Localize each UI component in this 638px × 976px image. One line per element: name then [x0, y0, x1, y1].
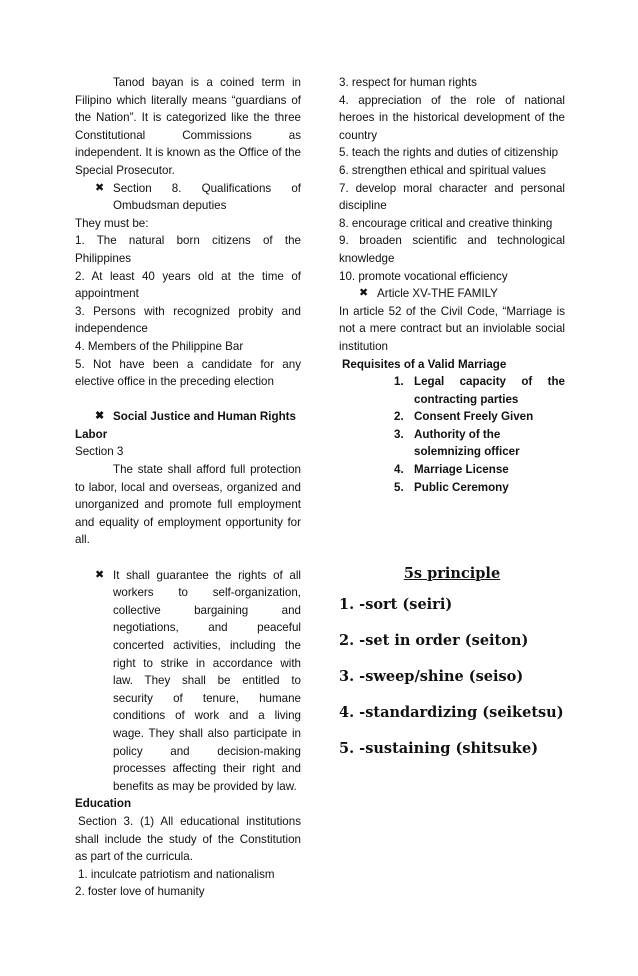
five-s-section: [339, 565, 565, 776]
five-s-title: 5s principle: [403, 565, 501, 582]
edu-item: 9. broaden scientific and technological knowledge: [339, 234, 565, 265]
requisites-list: [339, 373, 565, 496]
edu-item: 5. teach the rights and duties of citizenship: [339, 146, 559, 160]
social-justice-heading: ✖ Social Justice and Human Rights: [75, 408, 301, 426]
requisite-item: 5. Public Ceremony: [394, 480, 509, 494]
qual-item: 5. Not have been a candidate for any elective office in the preceding election: [75, 357, 301, 389]
guarantee-bullet: [75, 567, 301, 796]
edu-item: 4. appreciation of the role of national heroes in the historical development of the country: [339, 93, 565, 142]
edu-item: 1. inculcate patriotism and nationalism: [78, 867, 275, 881]
five-s-item: 2. -set in order (seiton): [339, 632, 529, 649]
section-3-label: Section 3: [75, 445, 124, 459]
edu-item: 10. promote vocational efficiency: [339, 269, 508, 283]
five-s-item: 5. -sustaining (shitsuke): [339, 740, 539, 757]
they-must-be: They must be:: [75, 216, 149, 230]
edu-item: 2. foster love of humanity: [75, 885, 205, 899]
left-column: [75, 74, 301, 901]
education-heading: Education: [75, 797, 132, 811]
section8-bullet: [75, 180, 301, 215]
requisites-heading: Requisites of a Valid Marriage: [342, 357, 507, 371]
right-column: [339, 74, 565, 496]
qual-item: 1. The natural born citizens of the Philippines: [75, 234, 301, 265]
edu-item: 7. develop moral character and personal discipline: [339, 181, 565, 213]
five-s-item: 4. -standardizing (seiketsu): [339, 704, 564, 721]
qual-item: 3. Persons with recognized probity and independence: [75, 304, 301, 336]
edu-item: 3. respect for human rights: [339, 76, 477, 89]
x-bullet-icon: ✖: [359, 287, 369, 300]
requisite-item: 4. Marriage License: [394, 463, 509, 477]
x-bullet-icon: ✖: [95, 410, 105, 423]
section8-text: Section 8. Qualifications of Ombudsman deputies: [113, 181, 301, 213]
five-s-item: 3. -sweep/shine (seiso): [339, 668, 524, 685]
article-xv-bullet: ✖ Article XV-THE FAMILY: [339, 285, 565, 303]
requisite-item: 1. Legal capacity of the contracting parties: [394, 375, 565, 406]
edu-item: 6. strengthen ethical and spiritual values: [339, 163, 546, 177]
education-paragraph: Section 3. (1) All educational institutions shall include the study of the Constitution as part of the curricula.: [75, 814, 301, 864]
state-protection-paragraph: The state shall afford full protection to labor, local and overseas, organized and unorganized and promote full employment and equality of employment opportunity for all.: [75, 463, 301, 547]
x-bullet-icon: ✖: [95, 181, 105, 194]
labor-heading: Labor: [75, 427, 108, 441]
five-s-item: 1. -sort (seiri): [339, 596, 453, 613]
qual-item: 2. At least 40 years old at the time of appointment: [75, 269, 301, 301]
requisite-item: 2. Consent Freely Given: [394, 410, 534, 424]
guarantee-text: It shall guarantee the rights of all workers to self-organization, collective bargaining and negotiations, and peaceful concerted activities, including the right to strike in accordance with law. They shall be entitled to security of tenure, humane conditions of work and a living wage. They shall also participate in policy and decision-making processes affecting their right and benefits as may be provided by law.: [113, 568, 301, 793]
tanod-bayan-paragraph: Tanod bayan is a coined term in Filipino which literally means “guardians of the Nation”. It is categorized like the three Constitutional Commissions as independent. It is known as the Office of the Special Prosecutor.: [75, 76, 301, 177]
article-52-paragraph: In article 52 of the Civil Code, “Marriage is not a mere contract but an inviolable social institution: [339, 304, 565, 353]
x-bullet-icon: ✖: [95, 568, 105, 581]
edu-item: 8. encourage critical and creative thinking: [339, 216, 553, 230]
requisite-item: 3. Authority of the solemnizing officer: [394, 427, 520, 459]
qual-item: 4. Members of the Philippine Bar: [75, 339, 244, 353]
